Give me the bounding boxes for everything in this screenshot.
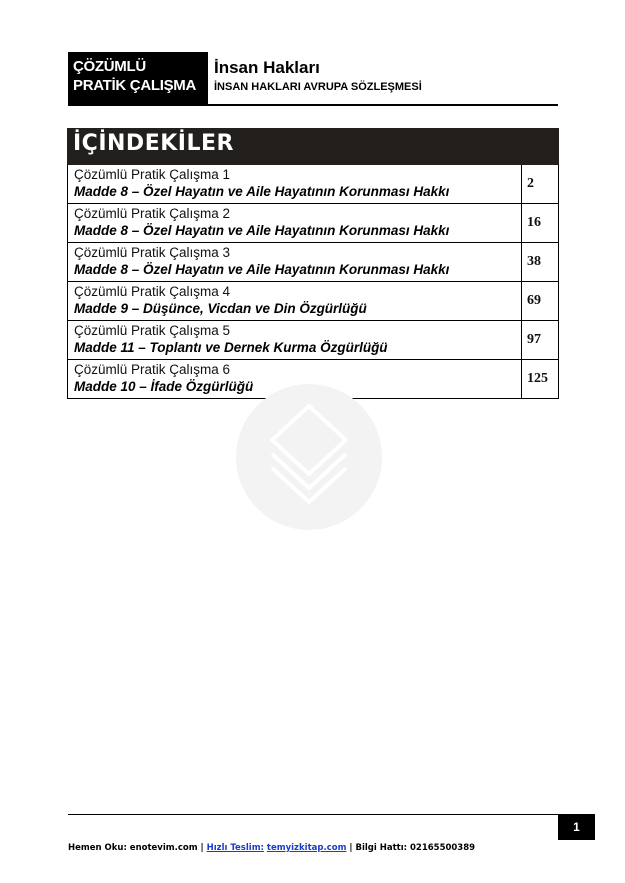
watermark-logo: [236, 384, 382, 530]
toc-section-label: Çözümlü Pratik Çalışma 3: [74, 245, 231, 260]
footer-separator: |: [349, 843, 353, 853]
toc-section-title: Madde 11 – Toplantı ve Dernek Kurma Özgürlüğü: [74, 340, 388, 355]
toc-row[interactable]: [68, 203, 558, 242]
toc-page-number[interactable]: 69: [521, 282, 558, 320]
toc-section-title: Madde 9 – Düşünce, Vicdan ve Din Özgürlüğü: [74, 301, 367, 316]
toc-section-title: Madde 8 – Özel Hayatın ve Aile Hayatının Korunması Hakkı: [74, 184, 450, 199]
toc-row[interactable]: [68, 320, 558, 359]
header-badge-line1: ÇÖZÜMLÜ: [73, 58, 146, 75]
layers-icon: [236, 384, 382, 530]
footer-info: [68, 843, 475, 853]
footer-delivery-link[interactable]: temyizkitap.com: [266, 843, 347, 853]
document-title: İnsan Hakları: [214, 58, 320, 77]
header-divider: [68, 104, 558, 106]
footer-info-line: Bilgi Hattı: 02165500389: [355, 843, 476, 853]
toc-page-number[interactable]: 16: [521, 204, 558, 242]
footer-separator: |: [200, 843, 204, 853]
toc-row[interactable]: [68, 242, 558, 281]
document-subtitle: İNSAN HAKLARI AVRUPA SÖZLEŞMESİ: [214, 81, 422, 93]
toc-section-title: Madde 8 – Özel Hayatın ve Aile Hayatının Korunması Hakkı: [74, 223, 450, 238]
toc-page-number[interactable]: 2: [521, 165, 558, 203]
header-badge-line2: PRATİK ÇALIŞMA: [73, 77, 197, 94]
footer-delivery-label[interactable]: Hızlı Teslim:: [206, 843, 264, 853]
toc-table: [67, 165, 559, 399]
toc-section-label: Çözümlü Pratik Çalışma 4: [74, 284, 231, 299]
footer-divider: [68, 814, 558, 815]
toc-section-label: Çözümlü Pratik Çalışma 1: [74, 167, 231, 182]
toc-heading: İÇİNDEKİLER: [67, 128, 559, 165]
footer-read-label: Hemen Oku: enotevim.com: [68, 843, 198, 853]
toc-section-title: Madde 8 – Özel Hayatın ve Aile Hayatının Korunması Hakkı: [74, 262, 450, 277]
toc-row[interactable]: [68, 281, 558, 320]
toc-page-number[interactable]: 125: [521, 360, 558, 398]
toc-section-label: Çözümlü Pratik Çalışma 6: [74, 362, 231, 377]
toc-page-number[interactable]: 97: [521, 321, 558, 359]
toc-section-label: Çözümlü Pratik Çalışma 2: [74, 206, 231, 221]
header-badge: [68, 52, 208, 104]
toc-page-number[interactable]: 38: [521, 243, 558, 281]
toc-section-label: Çözümlü Pratik Çalışma 5: [74, 323, 231, 338]
page-number: 1: [558, 814, 595, 840]
toc-section-title: Madde 10 – İfade Özgürlüğü: [74, 379, 254, 394]
toc-row[interactable]: [68, 165, 558, 203]
